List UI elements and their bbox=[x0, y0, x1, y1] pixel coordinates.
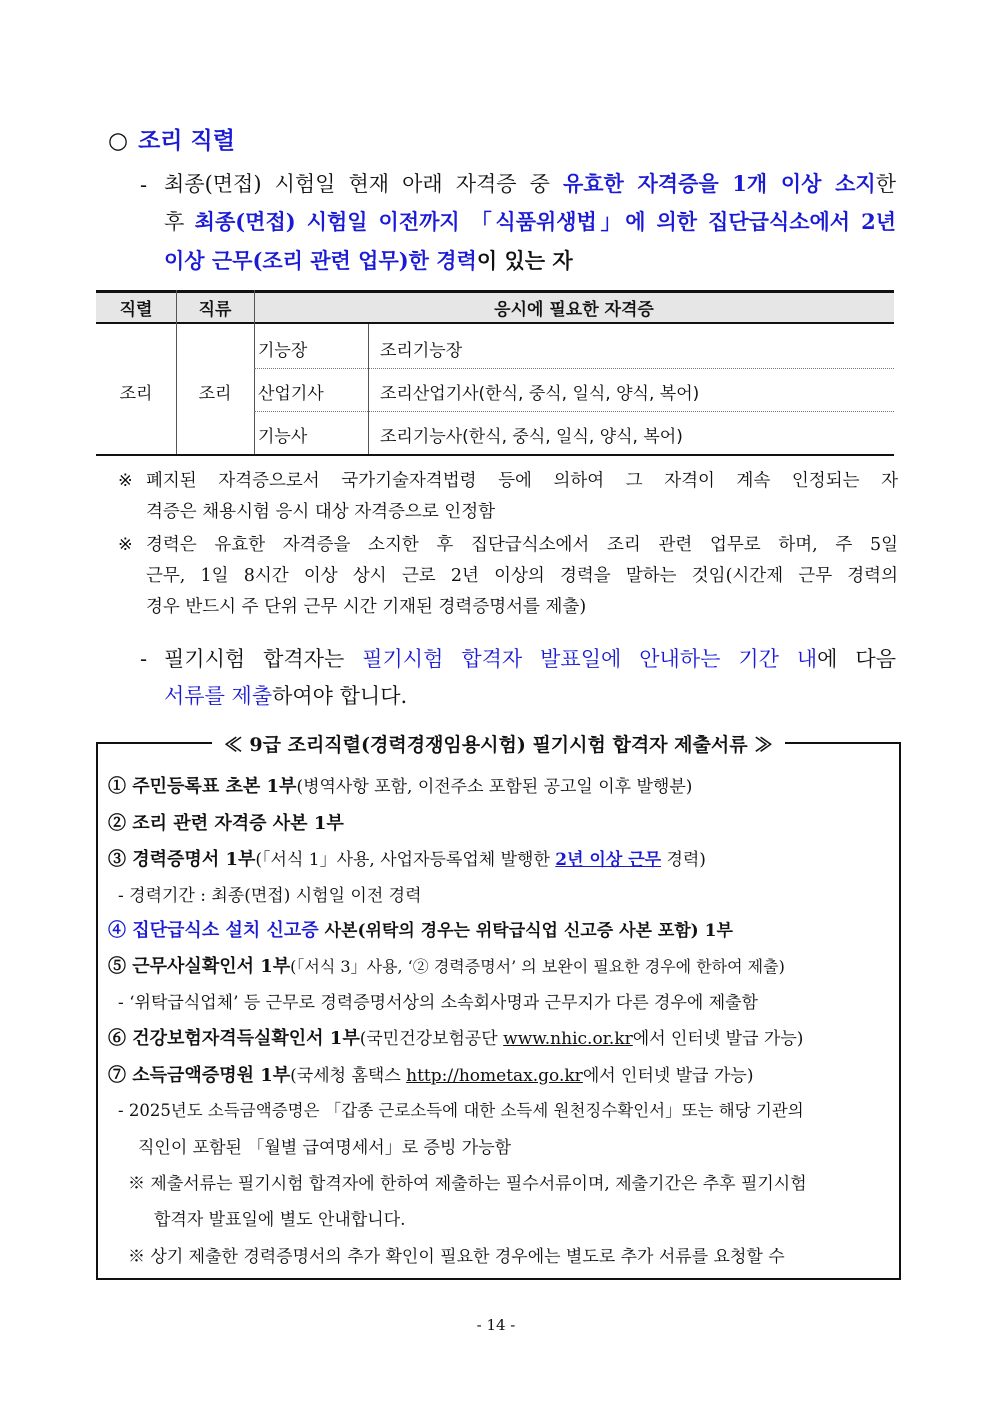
page-number: - 14 - bbox=[476, 1316, 516, 1334]
cell-jikryeol: 조리 bbox=[119, 384, 153, 404]
box-note-1-line-2: 합격자 발표일에 별도 안내합니다. bbox=[154, 1210, 406, 1230]
nhic-link[interactable]: www.nhic.or.kr bbox=[503, 1029, 633, 1049]
section-title bbox=[108, 122, 235, 155]
cell-grade: 기능장 bbox=[258, 341, 308, 361]
intro-line-3: 이상 근무(조리 관련 업무)한 경력이 있는 자 bbox=[164, 248, 573, 273]
circle-bullet-icon: ○ bbox=[108, 128, 129, 154]
header-jikryeol: 직렬 bbox=[119, 300, 153, 320]
box-title: ≪ 9급 조리직렬(경력경쟁임용시험) 필기시험 합격자 제출서류 ≫ bbox=[96, 730, 901, 757]
doc-item-6: ⑥ 건강보험자격득실확인서 1부(국민건강보험공단 www.nhic.or.kr에서 인터넷 발급 가능) bbox=[108, 1028, 804, 1049]
intro-line-1: 최종(면접) 시험일 현재 아래 자격증 중 유효한 자격증을 1개 이상 소지한 bbox=[164, 171, 896, 196]
written-line-1: 필기시험 합격자는 필기시험 합격자 발표일에 안내하는 기간 내에 다음 bbox=[164, 647, 896, 671]
box-note-2-line-1: ※ 상기 제출한 경력증명서의 추가 확인이 필요한 경우에는 별도로 추가 서류를 요청할 수 bbox=[128, 1247, 785, 1267]
hometax-link[interactable]: http://hometax.go.kr bbox=[406, 1066, 583, 1086]
box-note-1-line-1: ※ 제출서류는 필기시험 합격자에 한하여 제출하는 필수서류이며, 제출기간은 추후 필기시험 bbox=[128, 1174, 807, 1194]
doc-item-3: ③ 경력증명서 1부(「서식 1」사용, 사업자등록업체 발행한 2년 이상 근무 경력) bbox=[108, 849, 706, 870]
intro-dash: - bbox=[140, 173, 148, 197]
cell-grade: 산업기사 bbox=[258, 384, 324, 404]
doc-item-3-sub: - 경력기간 : 최종(면접) 시험일 이전 경력 bbox=[118, 886, 422, 906]
cell-cert: 조리산업기사(한식, 중식, 일식, 양식, 복어) bbox=[380, 384, 700, 404]
section-title-text: 조리 직렬 bbox=[138, 127, 235, 154]
cell-jikryu: 조리 bbox=[198, 384, 232, 404]
doc-item-4: ④ 집단급식소 설치 신고증 사본(위탁의 경우는 위탁급식업 신고증 사본 포함) 1부 bbox=[108, 920, 733, 941]
written-line-2: 서류를 제출하여야 합니다. bbox=[164, 684, 408, 708]
doc-item-5: ⑤ 근무사실확인서 1부(「서식 3」사용, ‘② 경력증명서’ 의 보완이 필요한 경우에 한하여 제출) bbox=[108, 956, 785, 977]
doc-item-7-sub-1: - 2025년도 소득금액증명은 「갑종 근로소득에 대한 소득세 원천징수확인서」또는 해당 기관의 bbox=[118, 1101, 804, 1120]
note-abolished-cert: ※ 폐지된 자격증으로서 국가기술자격법령 등에 의하여 그 자격이 계속 인정되는 자 격증은 채용시험 응시 대상 자격증으로 인정함 bbox=[118, 471, 898, 522]
doc-item-5-sub: - ‘위탁급식업체’ 등 근무로 경력증명서상의 소속회사명과 근무지가 다른 경우에 제출함 bbox=[118, 993, 758, 1013]
header-certificate: 응시에 필요한 자격증 bbox=[494, 300, 654, 320]
doc-item-7: ⑦ 소득금액증명원 1부(국세청 홈택스 http://hometax.go.kr에서 인터넷 발급 가능) bbox=[108, 1065, 754, 1086]
doc-item-1: ① 주민등록표 초본 1부(병역사항 포함, 이전주소 포함된 공고일 이후 발행분) bbox=[108, 776, 693, 797]
certificate-table bbox=[96, 290, 894, 456]
note-experience: ※ 경력은 유효한 자격증을 소지한 후 집단급식소에서 조리 관련 업무로 하며, 주 5일 근무, 1일 8시간 이상 상시 근로 2년 이상의 경력을 말하는 것임(시간제 근무 경력의 경우 반드시 주 단위 근무 시간 기재된 경력증명서를 제출) bbox=[118, 535, 898, 617]
header-jikryu: 직류 bbox=[198, 300, 232, 320]
cell-cert: 조리기능장 bbox=[380, 341, 463, 361]
written-dash: - bbox=[140, 647, 148, 671]
cell-cert: 조리기능사(한식, 중식, 일식, 양식, 복어) bbox=[380, 427, 683, 447]
doc-item-2: ② 조리 관련 자격증 사본 1부 bbox=[108, 813, 344, 834]
cell-grade: 기능사 bbox=[258, 427, 308, 447]
intro-line-2: 후 최종(면접) 시험일 이전까지 「식품위생법」에 의한 집단급식소에서 2년 bbox=[164, 209, 896, 234]
doc-item-7-sub-2: 직인이 포함된 「월별 급여명세서」로 증빙 가능함 bbox=[138, 1138, 512, 1158]
